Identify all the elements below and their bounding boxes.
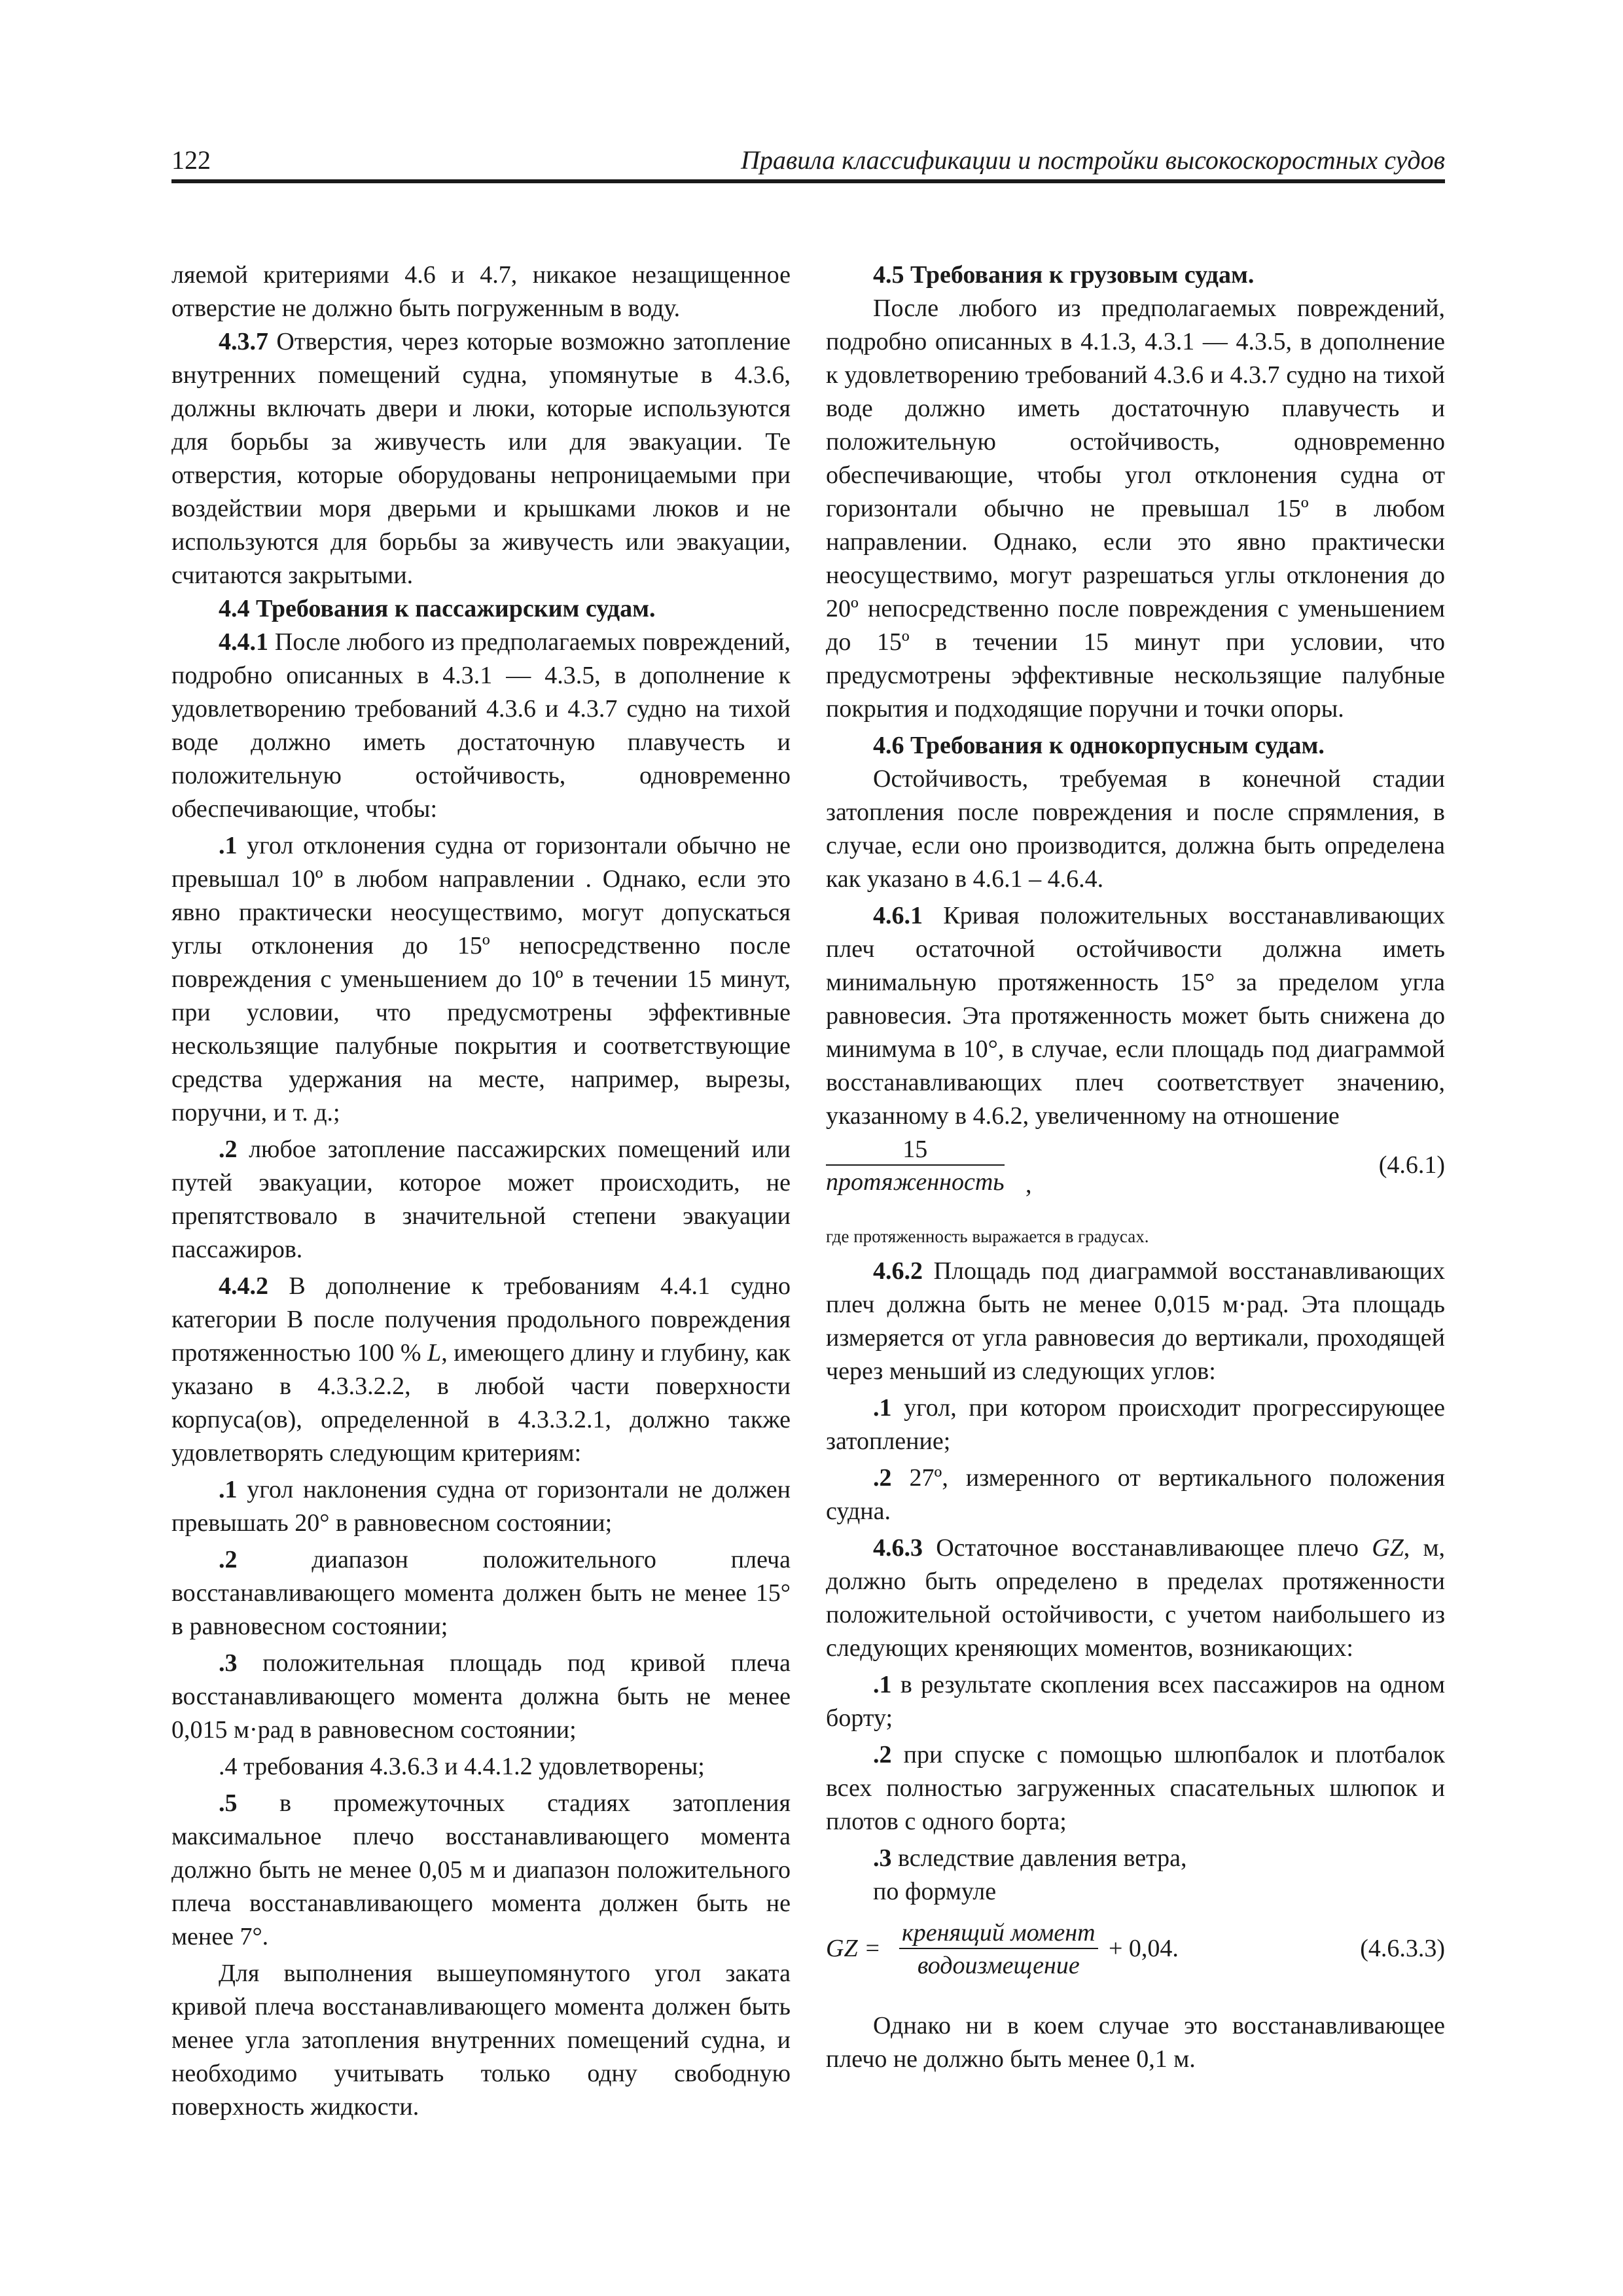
fraction-numerator: 15 bbox=[826, 1134, 1005, 1166]
paragraph-final: Однако ни в коем случае это восстанавливающее плечо не должно быть менее 0,1 м. bbox=[826, 2012, 1445, 2073]
left-column bbox=[171, 259, 791, 2124]
item-number: .1 bbox=[873, 1394, 892, 1422]
clause-number: 4.4.2 bbox=[219, 1272, 268, 1300]
criterion-5 bbox=[171, 1787, 791, 1954]
item-text: любое затопление пассажирских помещений или путей эвакуации, которое может происходить, не препятствовало в значительной степени эвакуации пассажиров. bbox=[171, 1136, 791, 1263]
criterion-2 bbox=[171, 1543, 791, 1643]
list-item-2 bbox=[171, 1133, 791, 1266]
angle-item-1 bbox=[826, 1391, 1445, 1458]
heading-text: 4.6 Требования к однокорпусным судам. bbox=[873, 732, 1325, 759]
right-column bbox=[826, 259, 1445, 2076]
criterion-1 bbox=[171, 1473, 791, 1540]
heading-text: 4.4 Требования к пассажирским судам. bbox=[219, 595, 656, 622]
fraction-denominator: водоизмещение bbox=[917, 1952, 1080, 1979]
item-number: .5 bbox=[219, 1789, 238, 1817]
item-text: в промежуточных стадиях затопления максимальное плечо восстанавливающего момента должно быть не менее 0,05 м и диапазон положительного плеча восстанавливающего момента должен быть не менее 7°. bbox=[171, 1789, 791, 1950]
formula-note: где протяженность выражается в градусах. bbox=[826, 1227, 1149, 1246]
item-number: .2 bbox=[219, 1546, 238, 1573]
formula-4-6-3-3 bbox=[826, 1918, 1445, 1983]
moment-item-3 bbox=[826, 1842, 1445, 1875]
item-number: .1 bbox=[873, 1671, 892, 1698]
item-number: .2 bbox=[873, 1464, 892, 1492]
clause-number: 4.3.7 bbox=[219, 328, 268, 355]
by-formula-label: по формуле bbox=[873, 1878, 997, 1905]
paragraph-text: Остаточное восстанавливающее плечо bbox=[923, 1534, 1372, 1562]
formula-comma: , bbox=[1026, 1171, 1032, 1198]
paragraph-text: , м, должно быть определено в пределах протяженности положительной остойчивости, с учетом наибольшего из следующих креняющих моментов, возникающих: bbox=[826, 1534, 1446, 1662]
formula-rest: + 0,04. bbox=[1109, 1935, 1179, 1962]
item-number: .2 bbox=[873, 1741, 892, 1768]
paragraph-4-3-7 bbox=[171, 325, 791, 592]
paragraph-text: Площадь под диаграммой восстанавливающих плеч должна быть не менее 0,015 м·рад. Эта площадь измеряется от угла равновесия до вертикали, проходящей через меньший из следующих углов: bbox=[826, 1257, 1445, 1385]
item-text: вследствие давления ветра, bbox=[891, 1844, 1187, 1872]
formula-4-6-1 bbox=[826, 1134, 1445, 1208]
paragraph-4-6: Остойчивость, требуемая в конечной стадии затопления после повреждения и после спрямления, в случае, если оно производится, должна быть определена как указано в 4.6.1 – 4.6.4. bbox=[826, 765, 1445, 893]
clause-number: 4.6.3 bbox=[873, 1534, 923, 1562]
item-text: положительная площадь под кривой плеча восстанавливающего момента должна быть не менее 0,015 м·рад в равновесном состоянии; bbox=[171, 1649, 791, 1744]
item-text: диапазон положительного плеча восстанавливающего момента должен быть не менее 15° в равновесном состоянии; bbox=[171, 1546, 791, 1640]
page-number: 122 bbox=[171, 145, 211, 175]
fraction bbox=[899, 1918, 1098, 1982]
moment-item-2 bbox=[826, 1738, 1445, 1839]
item-text: при спуске с помощью шлюпбалок и плотбалок всех полностью загруженных спасательных шлюпок и плотов с одного борта; bbox=[826, 1741, 1445, 1835]
item-text: в результате скопления всех пассажиров на одном борту; bbox=[826, 1671, 1445, 1732]
item-text: угол, при котором происходит прогрессирующее затопление; bbox=[826, 1394, 1445, 1455]
paragraph-4-6-3 bbox=[826, 1532, 1445, 1665]
paragraph-4-6-1 bbox=[826, 899, 1445, 1133]
paragraph-text: В дополнение к требованиям 4.4.1 судно категории В после получения продольного повреждения протяженностью 100 % bbox=[171, 1272, 791, 1367]
fraction-denominator: протяженность bbox=[826, 1168, 1005, 1196]
equation-number: (4.6.3.3) bbox=[1360, 1935, 1445, 1962]
clause-number: 4.6.1 bbox=[873, 902, 923, 929]
item-number: .2 bbox=[219, 1136, 238, 1163]
section-heading-4-4 bbox=[171, 592, 791, 626]
heading-text: 4.5 Требования к грузовым судам. bbox=[873, 261, 1255, 289]
paragraph-text: Отверстия, через которые возможно затопление внутренних помещений судна, упомянутые в 4.3.6, должны включать двери и люки, которые используются для борьбы за живучесть или для эвакуации. Те отверстия, которые оборудованы непроницаемыми при воздействии моря дверьми и крышками люков и не используются для борьбы за живучесть или эвакуации, считаются закрытыми. bbox=[171, 328, 791, 589]
paragraph-4-4-2 bbox=[171, 1270, 791, 1470]
formula-lhs: GZ = bbox=[826, 1935, 881, 1962]
section-heading-4-6 bbox=[826, 729, 1445, 762]
fraction-numerator: кренящий момент bbox=[899, 1918, 1098, 1949]
paragraph-text: , имеющего длину и глубину, как указано в 4.3.3.2.2, в любой части поверхности корпуса(ов), определенной в 4.3.3.2.1, должно также удовлетворять следующим критериям: bbox=[171, 1339, 791, 1467]
clause-number: 4.4.1 bbox=[219, 628, 268, 656]
paragraph-text: Кривая положительных восстанавливающих плеч остаточной остойчивости должна иметь минимальную протяженность 15° за пределом угла равновесия. Эта протяженность может быть снижена до минимума в 10°, в случае, если площадь под диаграммой восстанавливающих плеч соответствует значению, указанному в 4.6.2, увеличенному на отношение bbox=[826, 902, 1445, 1130]
item-text: угол отклонения судна от горизонтали обычно не превышал 10º в любом направлении . Однако, если это явно практически неосуществимо, могут допускаться углы отклонения до 15º непосредственно после повреждения с уменьшением до 10º в течении 15 минут, при условии, что предусмотрены эффективные нескользящие палубные покрытия и соответствующие средства удержания на месте, например, вырезы, поручни, и т. д.; bbox=[171, 832, 791, 1126]
symbol-L: L bbox=[427, 1339, 442, 1367]
paragraph-text: После любого из предполагаемых повреждений, подробно описанных в 4.3.1 — 4.3.5, в дополнение к удовлетворению требований 4.3.6 и 4.3.7 судно на тихой воде должно иметь достаточную плавучесть и положительную остойчивость, одновременно обеспечивающие, чтобы: bbox=[171, 628, 791, 823]
item-number: .3 bbox=[219, 1649, 238, 1677]
moment-item-1 bbox=[826, 1668, 1445, 1735]
paragraph-4-5: После любого из предполагаемых повреждений, подробно описанных в 4.1.3, 4.3.1 — 4.3.5, в дополнение к удовлетворению требований 4.3.6 и 4.3.7 судно на тихой воде должно иметь достаточную плавучесть и положительную остойчивость, одновременно обеспечивающие, чтобы угол отклонения судна от горизонтали обычно не превышал 15º в любом направлении. Однако, если это явно практически неосуществимо, могут разрешаться углы отклонения до 20º непосредственно после повреждения с уменьшением до 15º в течении 15 минут при условии, что предусмотрены эффективные нескользящие палубные покрытия и подходящие поручни и точки опоры. bbox=[826, 295, 1445, 723]
criterion-3 bbox=[171, 1647, 791, 1747]
item-number: .1 bbox=[219, 832, 238, 859]
clause-number: 4.6.2 bbox=[873, 1257, 923, 1285]
running-title: Правила классификации и постройки высокоскоростных судов bbox=[741, 145, 1445, 175]
symbol-gz: GZ bbox=[1372, 1534, 1404, 1562]
item-number: .1 bbox=[219, 1476, 238, 1503]
list-item-1 bbox=[171, 829, 791, 1130]
angle-item-2 bbox=[826, 1462, 1445, 1528]
equation-number: (4.6.1) bbox=[1378, 1151, 1445, 1179]
fraction bbox=[826, 1134, 1005, 1198]
item-text: угол наклонения судна от горизонтали не должен превышать 20° в равновесном состоянии; bbox=[171, 1476, 791, 1537]
item-text: 27º, измеренного от вертикального положения судна. bbox=[826, 1464, 1445, 1525]
paragraph-4-4-1 bbox=[171, 626, 791, 826]
paragraph-continuation: ляемой критериями 4.6 и 4.7, никакое незащищенное отверстие не должно быть погруженным в воду. bbox=[171, 261, 791, 322]
page-header bbox=[171, 145, 1445, 183]
item-number: .3 bbox=[873, 1844, 892, 1872]
criterion-4: .4 требования 4.3.6.3 и 4.4.1.2 удовлетворены; bbox=[219, 1753, 705, 1780]
section-heading-4-5 bbox=[826, 259, 1445, 292]
paragraph-4-6-2 bbox=[826, 1255, 1445, 1388]
paragraph-closing: Для выполнения вышеупомянутого угол заката кривой плеча восстанавливающего момента должен быть менее угла затопления внутренних помещений судна, и необходимо учитывать только одну свободную поверхность жидкости. bbox=[171, 1960, 791, 2121]
